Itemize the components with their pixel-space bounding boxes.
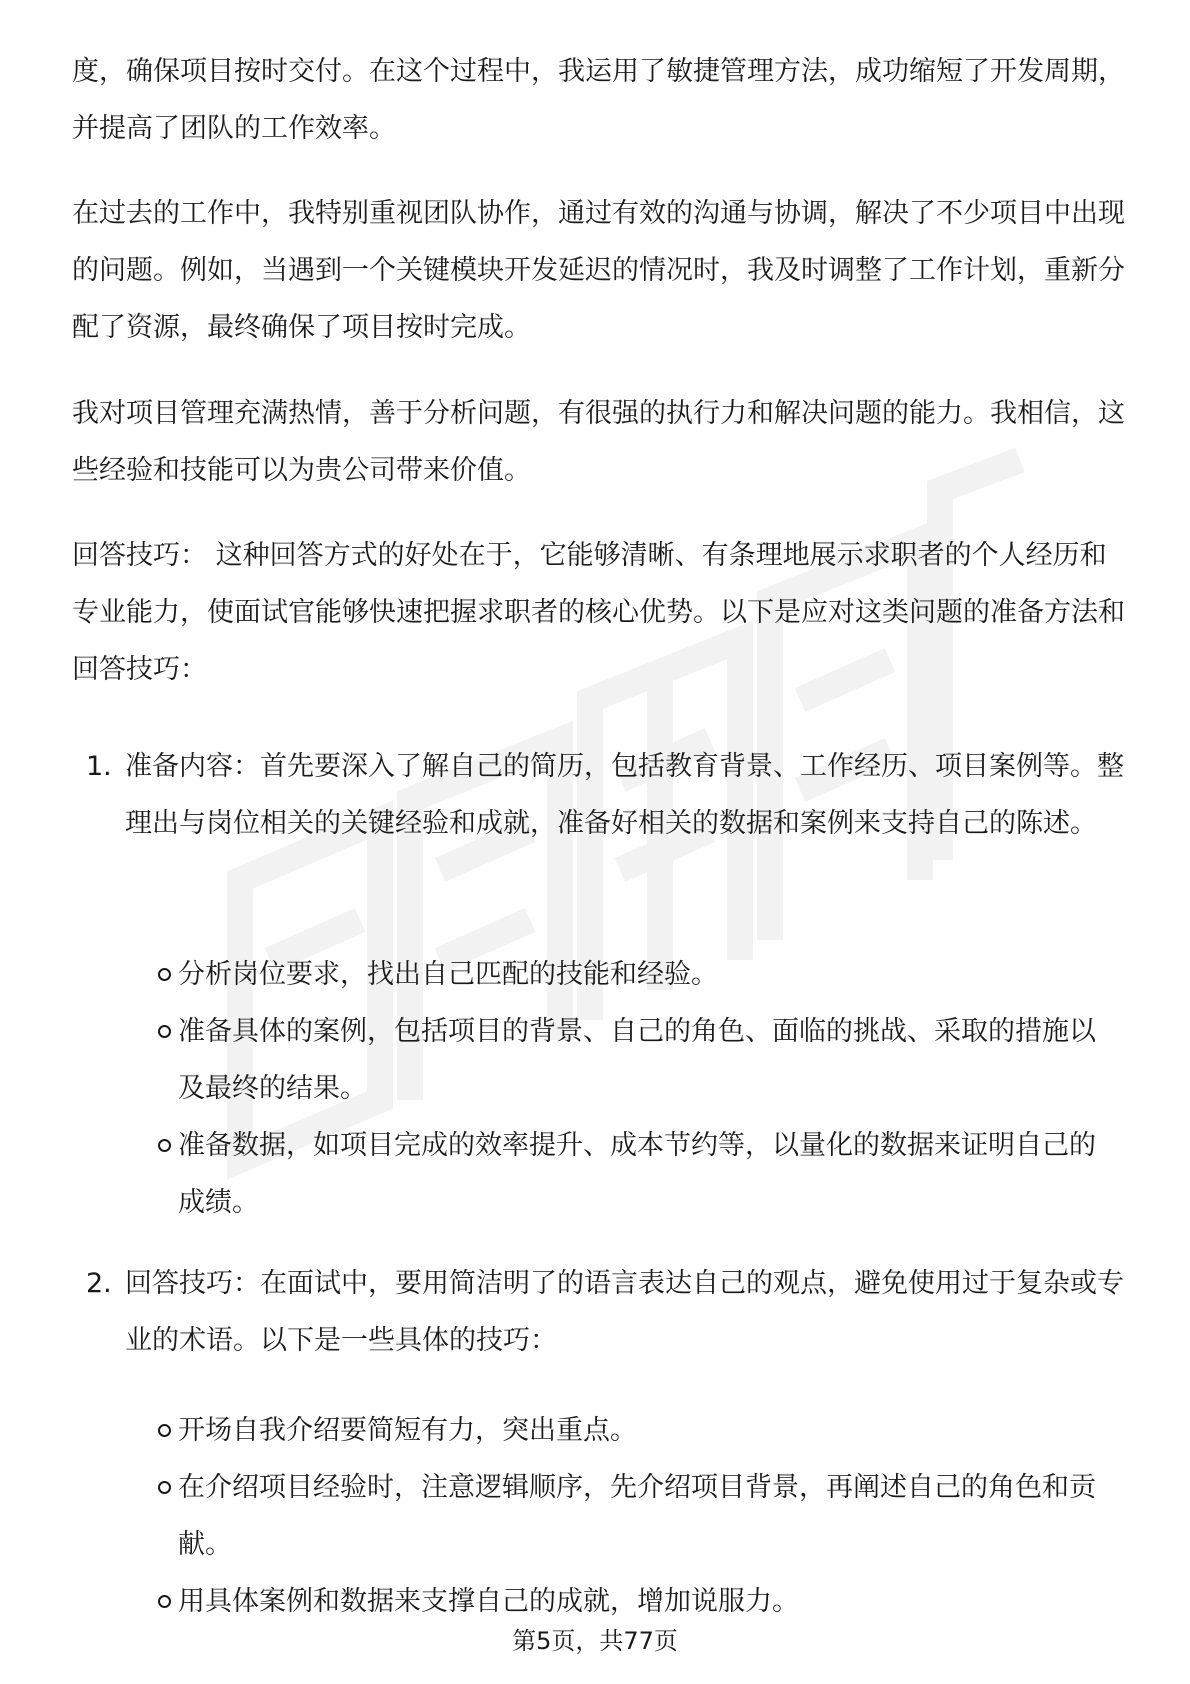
list-number: 1.	[86, 751, 112, 782]
paragraph-answer-tips: 回答技巧： 这种回答方式的好处在于，它能够清晰、有条理地展示求职者的个人经历和专业能力，使面试官能够快速把握求职者的核心优势。以下是应对这类问题的准备方法和回答技巧：	[72, 540, 1125, 685]
paragraph-intro: 度，确保项目按时交付。在这个过程中，我运用了敏捷管理方法，成功缩短了开发周期，并提高了团队的工作效率。	[72, 56, 1125, 144]
page-number: 第5页，共77页	[512, 1627, 678, 1655]
bullet-text: 开场自我介绍要简短有力，突出重点。	[178, 1415, 637, 1446]
bullet-circle-icon	[158, 1025, 171, 1038]
bullet-text: 分析岗位要求，找出自己匹配的技能和经验。	[178, 959, 718, 990]
paragraph-passion: 我对项目管理充满热情，善于分析问题，有很强的执行力和解决问题的能力。我相信，这些经验和技能可以为贵公司带来价值。	[72, 398, 1125, 486]
bullet-circle-icon	[158, 1424, 171, 1437]
list-item-text: 准备内容：首先要深入了解自己的简历，包括教育背景、工作经历、项目案例等。整理出与岗位相关的关键经验和成就，准备好相关的数据和案例来支持自己的陈述。	[125, 751, 1124, 839]
list-number: 2.	[86, 1268, 112, 1299]
bullet-text: 准备数据，如项目完成的效率提升、成本节约等，以量化的数据来证明自己的成绩。	[178, 1130, 1096, 1218]
paragraph-teamwork: 在过去的工作中，我特别重视团队协作，通过有效的沟通与协调，解决了不少项目中出现的问题。例如，当遇到一个关键模块开发延迟的情况时，我及时调整了工作计划，重新分配了资源，最终确保了项目按时完成。	[72, 198, 1125, 343]
list-item-text: 回答技巧：在面试中，要用简洁明了的语言表达自己的观点，避免使用过于复杂或专业的术语。以下是一些具体的技巧：	[125, 1268, 1124, 1356]
bullet-circle-icon	[158, 1595, 171, 1608]
bullet-text: 用具体案例和数据来支撑自己的成就，增加说服力。	[178, 1586, 799, 1617]
bullet-text: 准备具体的案例，包括项目的背景、自己的角色、面临的挑战、采取的措施以及最终的结果。	[178, 1016, 1096, 1104]
bullet-circle-icon	[158, 968, 171, 981]
bullet-text: 在介绍项目经验时，注意逻辑顺序，先介绍项目背景，再阐述自己的角色和贡献。	[178, 1472, 1096, 1560]
bullet-circle-icon	[158, 1481, 171, 1494]
bullet-circle-icon	[158, 1139, 171, 1152]
